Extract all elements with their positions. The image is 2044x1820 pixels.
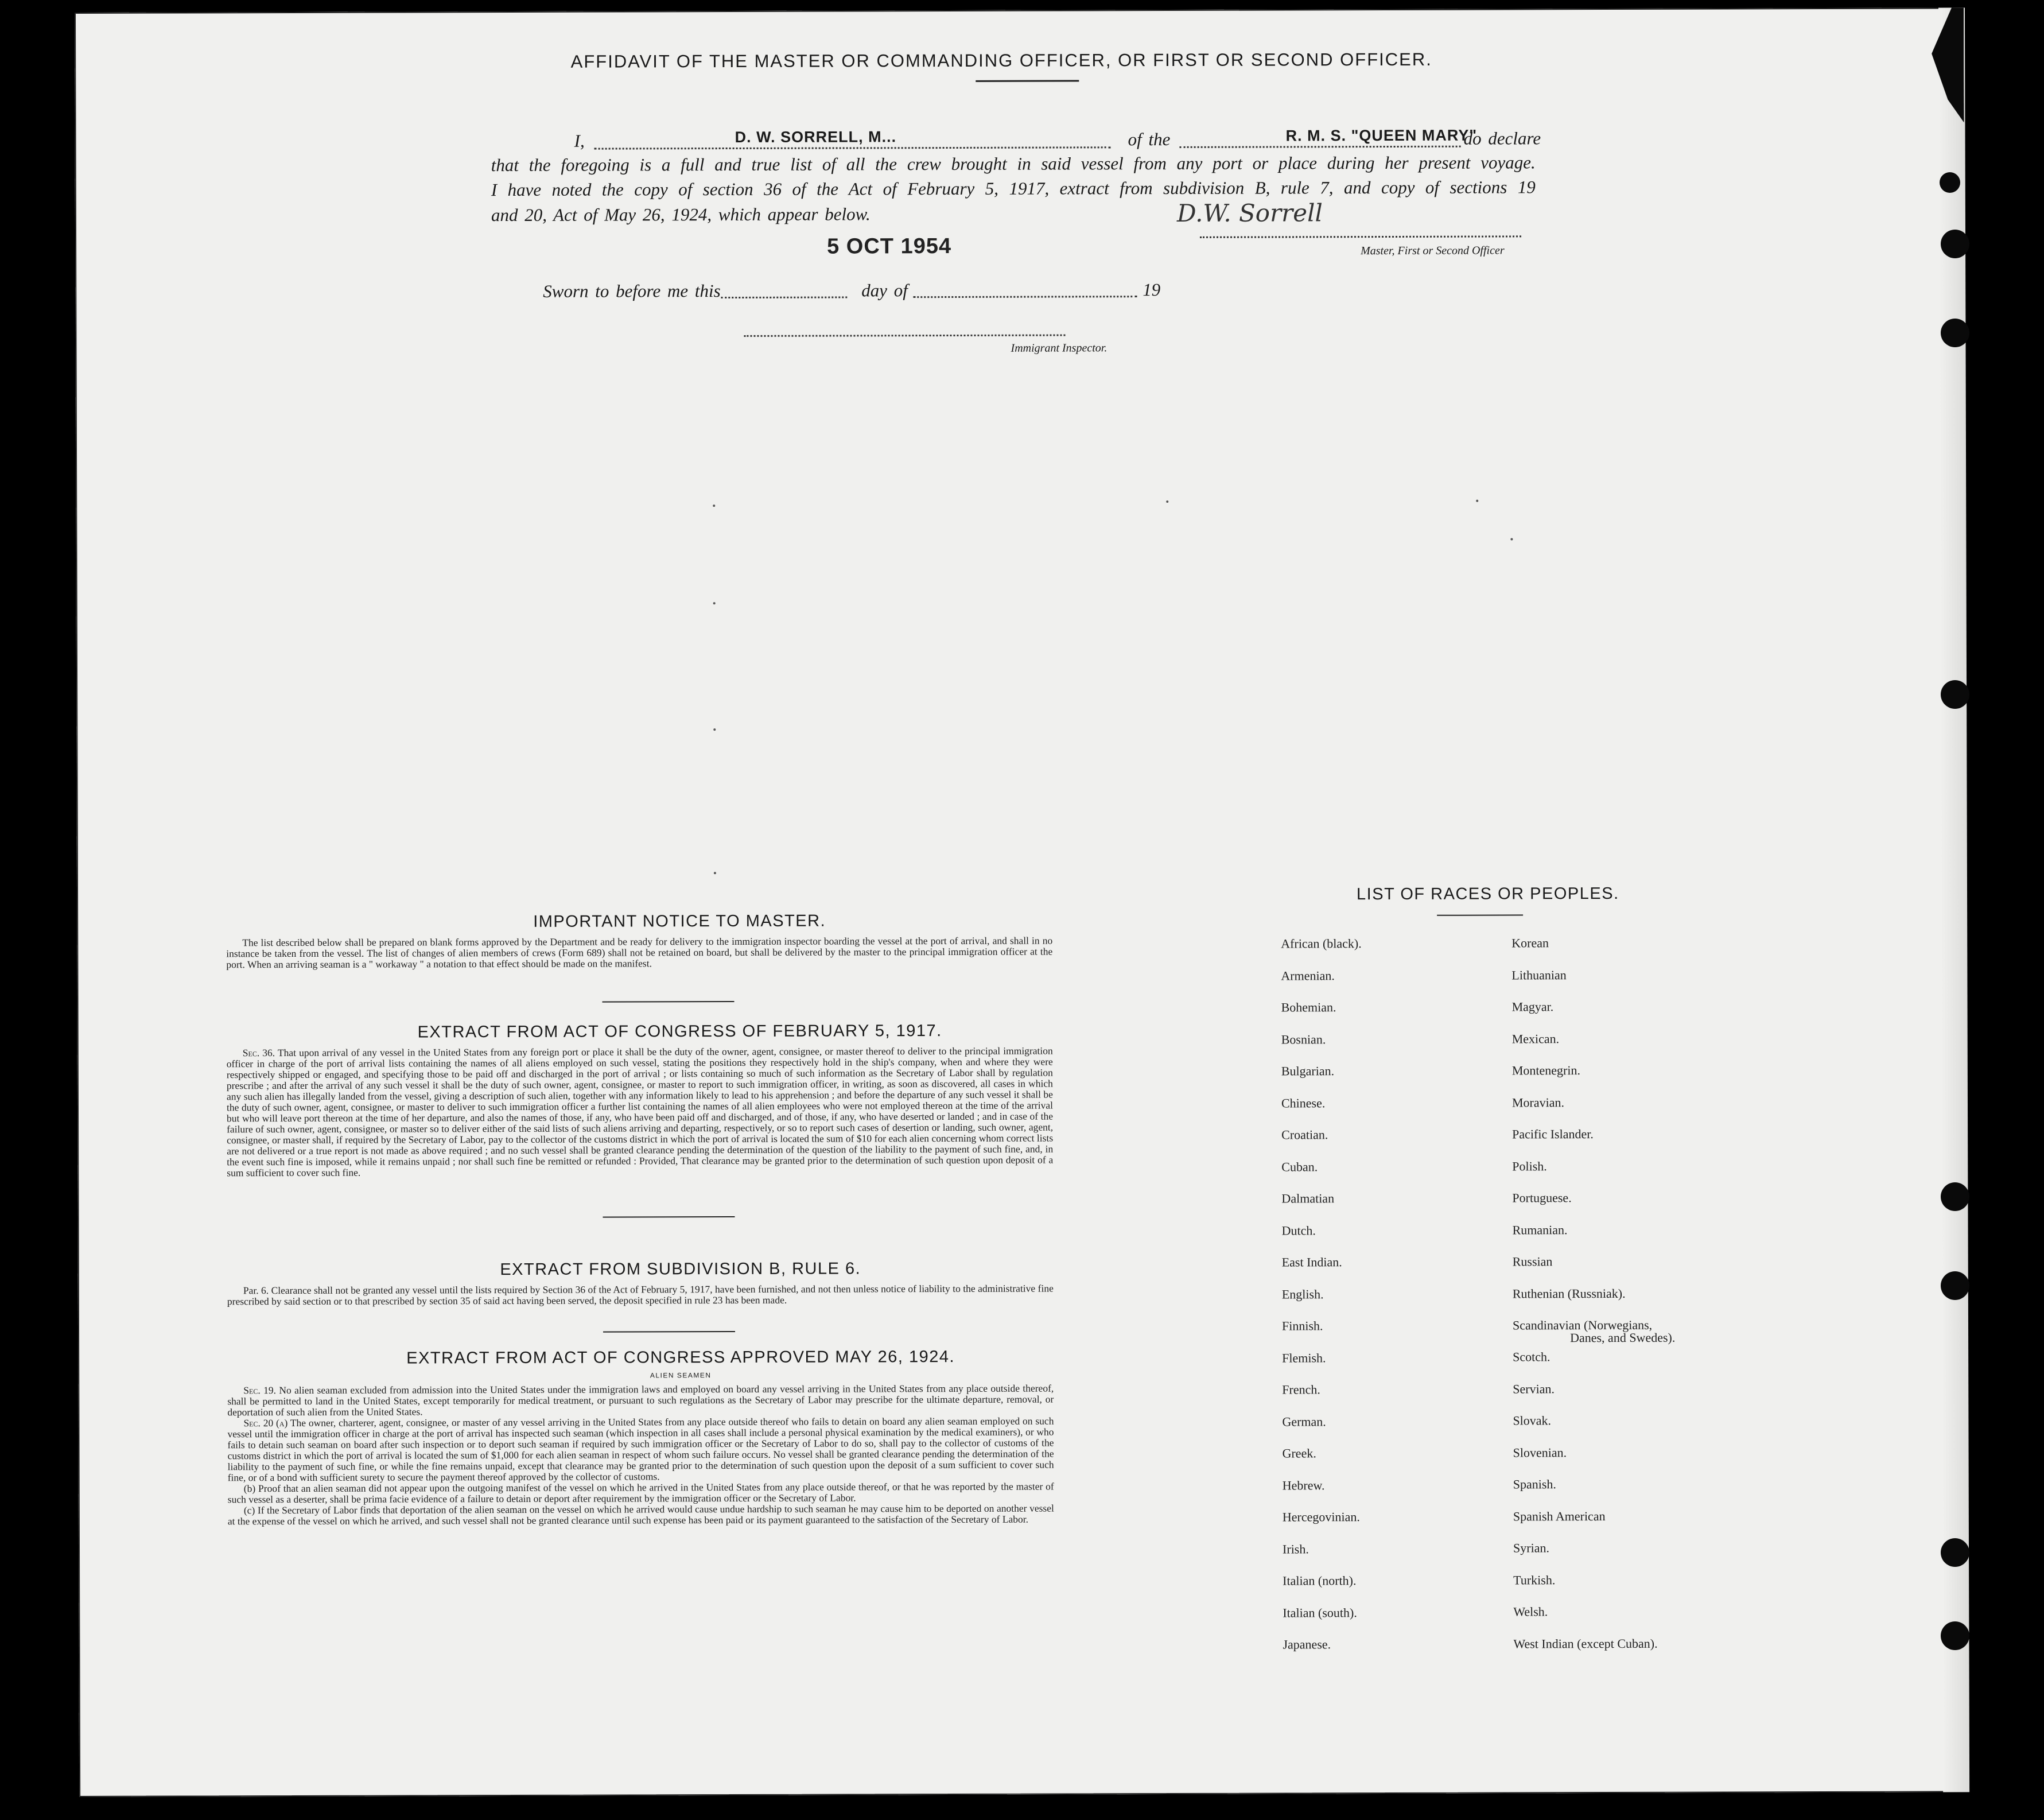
punch-hole (1941, 230, 1969, 258)
affidavit-line1-mid: of the (1128, 129, 1171, 150)
sec-19-text: No alien seaman excluded from admission into the United States under the immigration laws and employed on board any vessel arriving in the United States from any place outside thereof, shall be permitted to land in the United States, except temporarily for medical treatment, or pursuant to such regulations as the Secretary of Labor may prescribe for the ultimate departure, removal, or deportation of such alien from the United States. (227, 1382, 1054, 1418)
inspector-caption: Immigrant Inspector. (1011, 342, 1108, 355)
extract-1917-heading: EXTRACT FROM ACT OF CONGRESS OF FEBRUARY 5, 1917. (417, 1022, 942, 1042)
speck (713, 505, 715, 507)
speck (1510, 538, 1513, 540)
race-item: Spanish American (1513, 1508, 1606, 1523)
race-item: Bosnian. (1281, 1031, 1326, 1047)
par-6-label: Par. 6. (243, 1285, 269, 1297)
race-item: Lithuanian (1511, 967, 1567, 982)
affidavit-line1-prefix: I, (574, 130, 585, 151)
inspector-dotted-line (744, 334, 1065, 336)
race-item: Chinese. (1281, 1095, 1326, 1111)
extract-1924-body (227, 1383, 1054, 1527)
sworn-prefix: Sworn to before me this (543, 281, 721, 301)
notice-body (226, 936, 1052, 971)
race-item: Moravian. (1511, 1095, 1565, 1109)
speck (1476, 500, 1478, 502)
name-dotted-line (594, 146, 1111, 149)
punch-hole (1941, 319, 1969, 347)
race-item: Danes, and Swedes). (1570, 1330, 1676, 1345)
race-item: Scandinavian (Norwegians, (1512, 1317, 1653, 1333)
race-item: West Indian (except Cuban). (1513, 1636, 1658, 1651)
speck (1166, 500, 1168, 503)
sec-20a-text: The owner, charterer, agent, consignee, or master of any vessel arriving in the United States from any place outside thereof who fails to detain on board any alien seaman employed on such vessel until the immigration officer in charge at the port of arrival has inspected such seaman (which inspection in all cases shall include a personal physical examination by the medical examiners), or who fails to detain such seaman on board after such inspection or to deport such seaman if required by such immigration officer or the Secretary of Labor to do so, shall pay to the collector of customs of the customs district in which the port of arrival is located the sum of $1,000 for each alien seaman in respect of whom such failure occurs. No vessel shall be granted clearance pending the determination of the liability to the payment of such fine, or while the fine remains unpaid, except that clearance may be granted prior to the determination of such question upon the deposit of a sum sufficient to cover such fine, or of a bond with sufficient surety to secure the payment thereof approved by the collector of customs. (227, 1415, 1054, 1484)
sworn-month-dotted-line (913, 296, 1137, 298)
races-divider (1437, 914, 1523, 915)
master-name: D. W. SORRELL, M... (735, 128, 897, 146)
race-item: Montenegrin. (1511, 1063, 1581, 1078)
affidavit-title: AFFIDAVIT OF THE MASTER OR COMMANDING OFFICER, OR FIRST OR SECOND OFFICER. (570, 49, 1432, 72)
race-item: Korean (1511, 936, 1549, 950)
signature-dotted-line (1200, 235, 1521, 238)
notice-heading: IMPORTANT NOTICE TO MASTER. (533, 911, 826, 931)
race-item: Cuban. (1281, 1159, 1318, 1174)
affidavit-line3: I have noted the copy of section 36 of the Act of February 5, 1917, extract from subdivision B, rule 7, and copy of sections 19 (491, 177, 1536, 200)
race-item: Italian (south). (1283, 1605, 1357, 1620)
rule-6-heading: EXTRACT FROM SUBDIVISION B, RULE 6. (500, 1259, 861, 1279)
punch-hole (1941, 1182, 1969, 1211)
notice-paragraph: The list described below shall be prepared on blank forms approved by the Department and be ready for delivery to the immigration inspector boarding the vessel at the port of arrival, and shall in no instance be taken from the vessel. The list of changes of alien members of crews (Form 689) shall not be retained on board, but shall be delivered by the master to the principal immigration officer at the port. When an arriving seaman is a " workaway " a notation to that effect should be made on the manifest. (226, 934, 1053, 971)
race-item: Flemish. (1282, 1350, 1326, 1365)
punch-hole (1941, 1621, 1969, 1650)
race-item: German. (1282, 1414, 1326, 1429)
sec-20c-label: (c) (243, 1504, 255, 1516)
race-item: Dalmatian (1281, 1191, 1335, 1206)
race-item: Bohemian. (1281, 1000, 1336, 1015)
race-item: Greek. (1282, 1446, 1316, 1461)
sworn-day-dotted-line (721, 296, 847, 298)
race-item: Portuguese. (1512, 1190, 1572, 1205)
race-item: Japanese. (1283, 1637, 1331, 1652)
race-item: Mexican. (1511, 1031, 1560, 1046)
races-title: LIST OF RACES OR PEOPLES. (1356, 884, 1619, 904)
race-item: Spanish. (1513, 1477, 1556, 1492)
notice-divider (603, 1001, 735, 1003)
alien-seamen-subheading: ALIEN SEAMEN (650, 1371, 712, 1380)
sec-36-text: That upon arrival of any vessel in the United States from any foreign port or place it shall be the duty of the owner, agent, consignee, or master thereof to deliver to the principal immigration officer in charge of the port of arrival lists containing the names of all aliens employed on such vessel, stating the positions they respectively hold in the ship's company, when and where they were respectively shipped or engaged, and specifying those to be paid off and discharged in the port of arrival ; or lists containing so much of such information as the Secretary of Labor shall by regulation prescribe ; and after the arrival of any such vessel it shall be the duty of such owner, agent, consignee, or master to report to such immigration officer, in writing, as soon as discovered, all cases in which any such alien has illegally landed from the vessel, giving a description of such alien, together with any information likely to lead to his apprehension ; and before the departure of any such vessel it shall be the duty of such owner, agent, consignee, or master to deliver to such immigration officer a further list containing the names of all alien employees who were not employed thereon at the time of the arrival but who will leave port thereon at the time of her departure, and also the names of those, if any, who have been paid off and discharged, and of those, if any, who have deserted or landed ; and in case of the failure of such owner, agent, consignee, or master so to deliver either of the said lists of such aliens arriving and departing, respectively, or so to report such cases of desertion or landing, such owner, agent, consignee, or master shall, if required by the Secretary of Labor, pay to the collector of the customs district in which the port of arrival is located the sum of $10 for each alien concerning whom correct lists are not delivered or a true report is not made as above required ; and no such vessel shall be granted clearance pending the determination of the question of the liability to the payment of such fine, and, in the event such fine is imposed, while it remains unpaid ; nor shall such fine be remitted or refunded : Provided, That clearance may be granted prior to the determination of such question upon deposit of a sum sufficient to cover such fine. (226, 1045, 1054, 1179)
race-item: Russian (1512, 1254, 1553, 1269)
punch-hole (1941, 1271, 1969, 1300)
affidavit-line2: that the foregoing is a full and true list of all the crew brought in said vessel from any port or place during her present voyage. (491, 152, 1536, 176)
race-item: Irish. (1282, 1541, 1309, 1556)
race-item: Ruthenian (Russniak). (1512, 1286, 1626, 1301)
race-item: Bulgarian. (1281, 1064, 1335, 1078)
race-item: Slovak. (1513, 1413, 1552, 1428)
form-page (75, 7, 1968, 1797)
rule-6-body (227, 1283, 1054, 1307)
race-item: African (black). (1281, 936, 1362, 951)
race-item: Hebrew. (1282, 1477, 1325, 1492)
master-signature: D.W. Sorrell (1176, 199, 1323, 227)
punch-hole (1941, 680, 1969, 709)
race-item: Hercegovinian. (1282, 1509, 1360, 1524)
sec-20a-label: Sec. 20 (a) (243, 1417, 288, 1429)
vessel-dotted-line (1180, 146, 1461, 148)
par-6-text: Clearance shall not be granted any vessel until the lists required by Section 36 of the Act of February 5, 1917, have been furnished, and not then unless notice of liability to the administrative fine prescribed by said section or to that prescribed by section 35 of said act having been served, the deposit specified in rule 23 has been made. (227, 1282, 1054, 1307)
race-item: Scotch. (1513, 1349, 1551, 1364)
sec-20b-text: Proof that an alien seaman did not appear upon the outgoing manifest of the vessel on which he arrived in the United States from any place outside thereof, or that he was reported by the master of such vessel as a deserter, shall be prima facie evidence of a failure to detain or deport after requirement by the immigration officer or the Secretary of Labor. (227, 1480, 1054, 1505)
vessel-name: R. M. S. "QUEEN MARY" (1285, 126, 1478, 145)
signature-caption: Master, First or Second Officer (1361, 244, 1505, 258)
speck (713, 602, 716, 604)
race-item: Magyar. (1511, 999, 1554, 1014)
race-item: Slovenian. (1513, 1445, 1567, 1460)
race-item: Syrian. (1513, 1540, 1549, 1555)
sec-19-label: Sec. 19. (243, 1384, 277, 1396)
race-item: Polish. (1512, 1158, 1547, 1173)
race-item: Turkish. (1513, 1572, 1556, 1587)
punch-hole (1940, 172, 1960, 193)
race-item: Welsh. (1513, 1604, 1548, 1619)
sworn-mid: day of (861, 280, 908, 301)
races-right-column (75, 7, 1964, 13)
races-left-column (75, 7, 1964, 13)
speck (713, 728, 716, 731)
race-item: French. (1282, 1382, 1320, 1397)
sworn-year: 19 (1143, 280, 1161, 300)
extract-1917-body (227, 1046, 1054, 1179)
sec-20b-label: (b) (243, 1483, 256, 1495)
race-item: Armenian. (1281, 968, 1335, 983)
affidavit-line1-suffix: do declare (1463, 128, 1541, 149)
race-item: East Indian. (1281, 1255, 1342, 1270)
race-item: Servian. (1513, 1381, 1555, 1396)
sec-36-label: Sec. 36. (242, 1047, 275, 1059)
sec-20c-text: If the Secretary of Labor finds that deportation of the alien seaman on the vessel on which he arrived would cause undue hardship to such seaman he may cause him to be deported on another vessel at the expense of the vessel on which he arrived, and such vessel shall not be granted clearance until such expense has been paid or its payment guaranteed to the satisfaction of the Secretary of Labor. (227, 1502, 1054, 1527)
race-item: English. (1281, 1286, 1324, 1301)
extract-1924-heading: EXTRACT FROM ACT OF CONGRESS APPROVED MAY 26, 1924. (406, 1347, 955, 1368)
race-item: Finnish. (1281, 1318, 1323, 1333)
race-item: Pacific Islander. (1512, 1127, 1594, 1142)
affidavit-line4: and 20, Act of May 26, 1924, which appear below. (491, 204, 871, 226)
date-stamp: 5 OCT 1954 (827, 234, 952, 259)
race-item: Italian (north). (1283, 1573, 1357, 1588)
race-item: Croatian. (1281, 1127, 1328, 1142)
race-item: Rumanian. (1512, 1222, 1568, 1237)
torn-corner (1923, 7, 1964, 122)
extract-1917-divider (603, 1216, 735, 1218)
race-item: Dutch. (1281, 1223, 1316, 1238)
rule-6-divider (603, 1331, 735, 1333)
speck (714, 872, 716, 874)
title-divider (976, 80, 1079, 82)
punch-hole (1941, 1538, 1969, 1567)
